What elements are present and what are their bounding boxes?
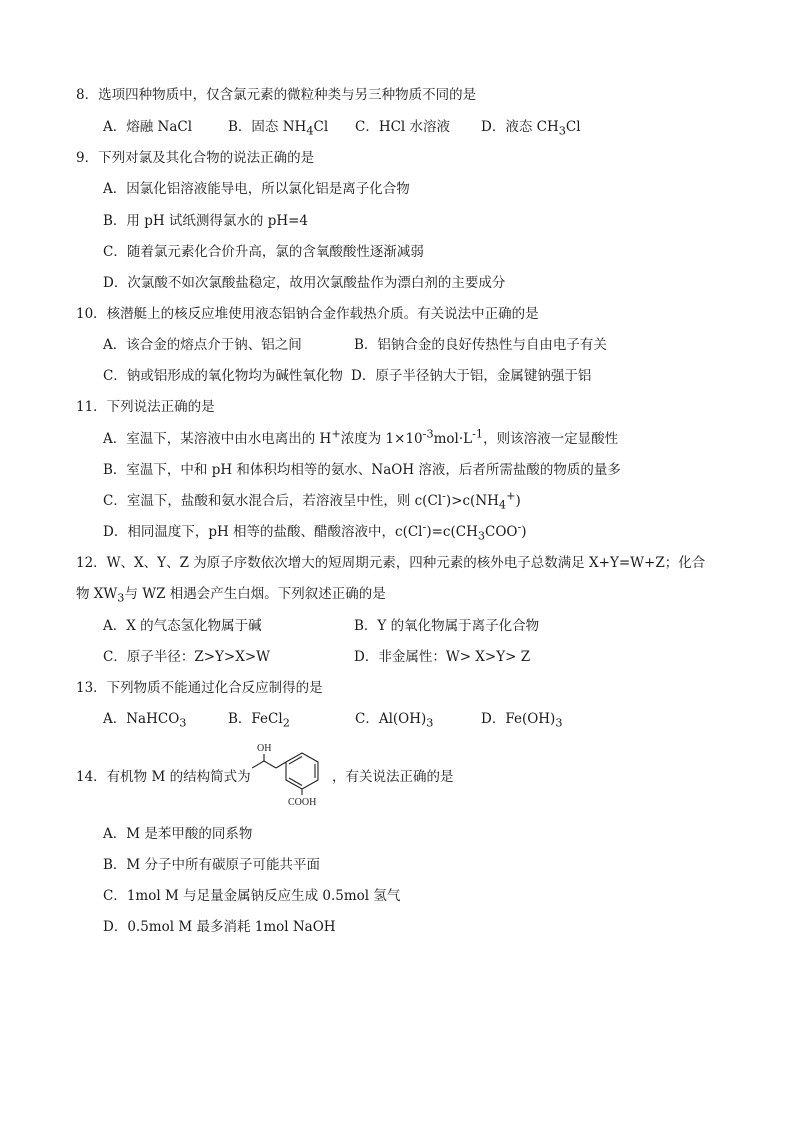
structure-formula-m xyxy=(252,740,332,810)
question-8-stem: 8．选项四种物质中，仅含氯元素的微粒种类与另三种物质不同的是 xyxy=(76,87,477,103)
question-8-option-a: A．熔融 NaCl xyxy=(103,119,193,135)
question-9-stem: 9．下列对氯及其化合物的说法正确的是 xyxy=(76,150,315,166)
question-13-option-b: B．FeCl$_2$ xyxy=(228,711,290,730)
question-13-option-a: A．NaHCO$_3$ xyxy=(103,711,187,730)
question-12-stem-line-2: 物 $XW_3$与 WZ 相遇会产生白烟。下列叙述正确的是 xyxy=(76,586,386,605)
question-10-option-d: D．原子半径钠大于铝，金属键钠强于铝 xyxy=(351,368,592,384)
question-9-option-c: C．随着氯元素化合价升高，氯的含氧酸酸性逐渐减弱 xyxy=(103,244,424,260)
question-9-option-d: D．次氯酸不如次氯酸盐稳定，故用次氯酸盐作为漂白剂的主要成分 xyxy=(103,275,506,291)
question-8-option-b: B．固态 $NH_4Cl$ xyxy=(228,119,329,138)
question-12-option-c: C．原子半径：Z>Y>X>W xyxy=(103,649,271,665)
question-11-option-b: B．室温下，中和 pH 和体积均相等的氨水、NaOH 溶液，后者所需盐酸的物质的量多 xyxy=(103,462,621,478)
question-9-option-b: B．用 pH 试纸测得氯水的 pH=4 xyxy=(103,213,309,229)
question-12-option-b: B．Y 的氧化物属于离子化合物 xyxy=(354,618,540,634)
question-13-option-d: D．$Fe(OH)_3$ xyxy=(481,711,563,730)
question-14-option-a: A．M 是苯甲酸的同系物 xyxy=(103,826,253,842)
question-11-stem: 11．下列说法正确的是 xyxy=(76,399,215,415)
question-12-option-d: D．非金属性：W> X>Y> Z xyxy=(354,649,531,665)
question-14-stem-suffix: ，有关说法正确的是 xyxy=(332,769,454,785)
question-11-option-c: C．室温下，盐酸和氨水混合后，若溶液呈中性，则 $c(Cl^-)>c(NH_4^+)$ xyxy=(103,489,521,512)
question-14-stem: 14．有机物 M 的结构简式为 xyxy=(76,769,251,785)
carboxyl-label: COOH xyxy=(288,797,317,806)
question-11-option-d: D．相同温度下，pH 相等的盐酸、醋酸溶液中，$c(Cl^-)=c(CH_3COO^-)$ xyxy=(103,520,527,543)
question-14-option-c: C．1mol M 与足量金属钠反应生成 0.5mol 氢气 xyxy=(103,888,401,904)
question-8-option-d: D．液态 $CH_3Cl$ xyxy=(481,119,581,138)
question-11-option-a: A．室温下，某溶液中由水电离出的 H+浓度为 $1\times 10^{-3}mol\cdot L^{-1}$，则该溶液一定显酸性 xyxy=(103,427,619,447)
question-10-stem: 10．核潜艇上的核反应堆使用液态铝钠合金作载热介质。有关说法中正确的是 xyxy=(76,306,539,322)
question-14-option-b: B．M 分子中所有碳原子可能共平面 xyxy=(103,857,321,873)
question-13-option-c: C．$Al(OH)_3$ xyxy=(355,711,434,730)
question-10-option-c: C．钠或铝形成的氧化物均为碱性氧化物 xyxy=(103,368,343,384)
hydroxyl-label: OH xyxy=(257,743,272,754)
question-14-option-d: D．0.5mol M 最多消耗 1mol NaOH xyxy=(103,919,336,935)
question-8-option-c: C．HCl 水溶液 xyxy=(355,119,451,135)
question-13-stem: 13．下列物质不能通过化合反应制得的是 xyxy=(76,680,323,696)
question-9-option-a: A．因氯化铝溶液能导电，所以氯化铝是离子化合物 xyxy=(103,181,410,197)
question-10-option-a: A．该合金的熔点介于钠、铝之间 xyxy=(103,337,302,353)
question-10-option-b: B．铝钠合金的良好传热性与自由电子有关 xyxy=(354,337,607,353)
question-12-option-a: A．X 的气态氢化物属于碱 xyxy=(103,618,262,634)
question-12-stem: 12．W、X、Y、Z 为原子序数依次增大的短周期元素，四种元素的核外电子总数满足 X+Y=W+Z；化合 xyxy=(76,555,706,571)
